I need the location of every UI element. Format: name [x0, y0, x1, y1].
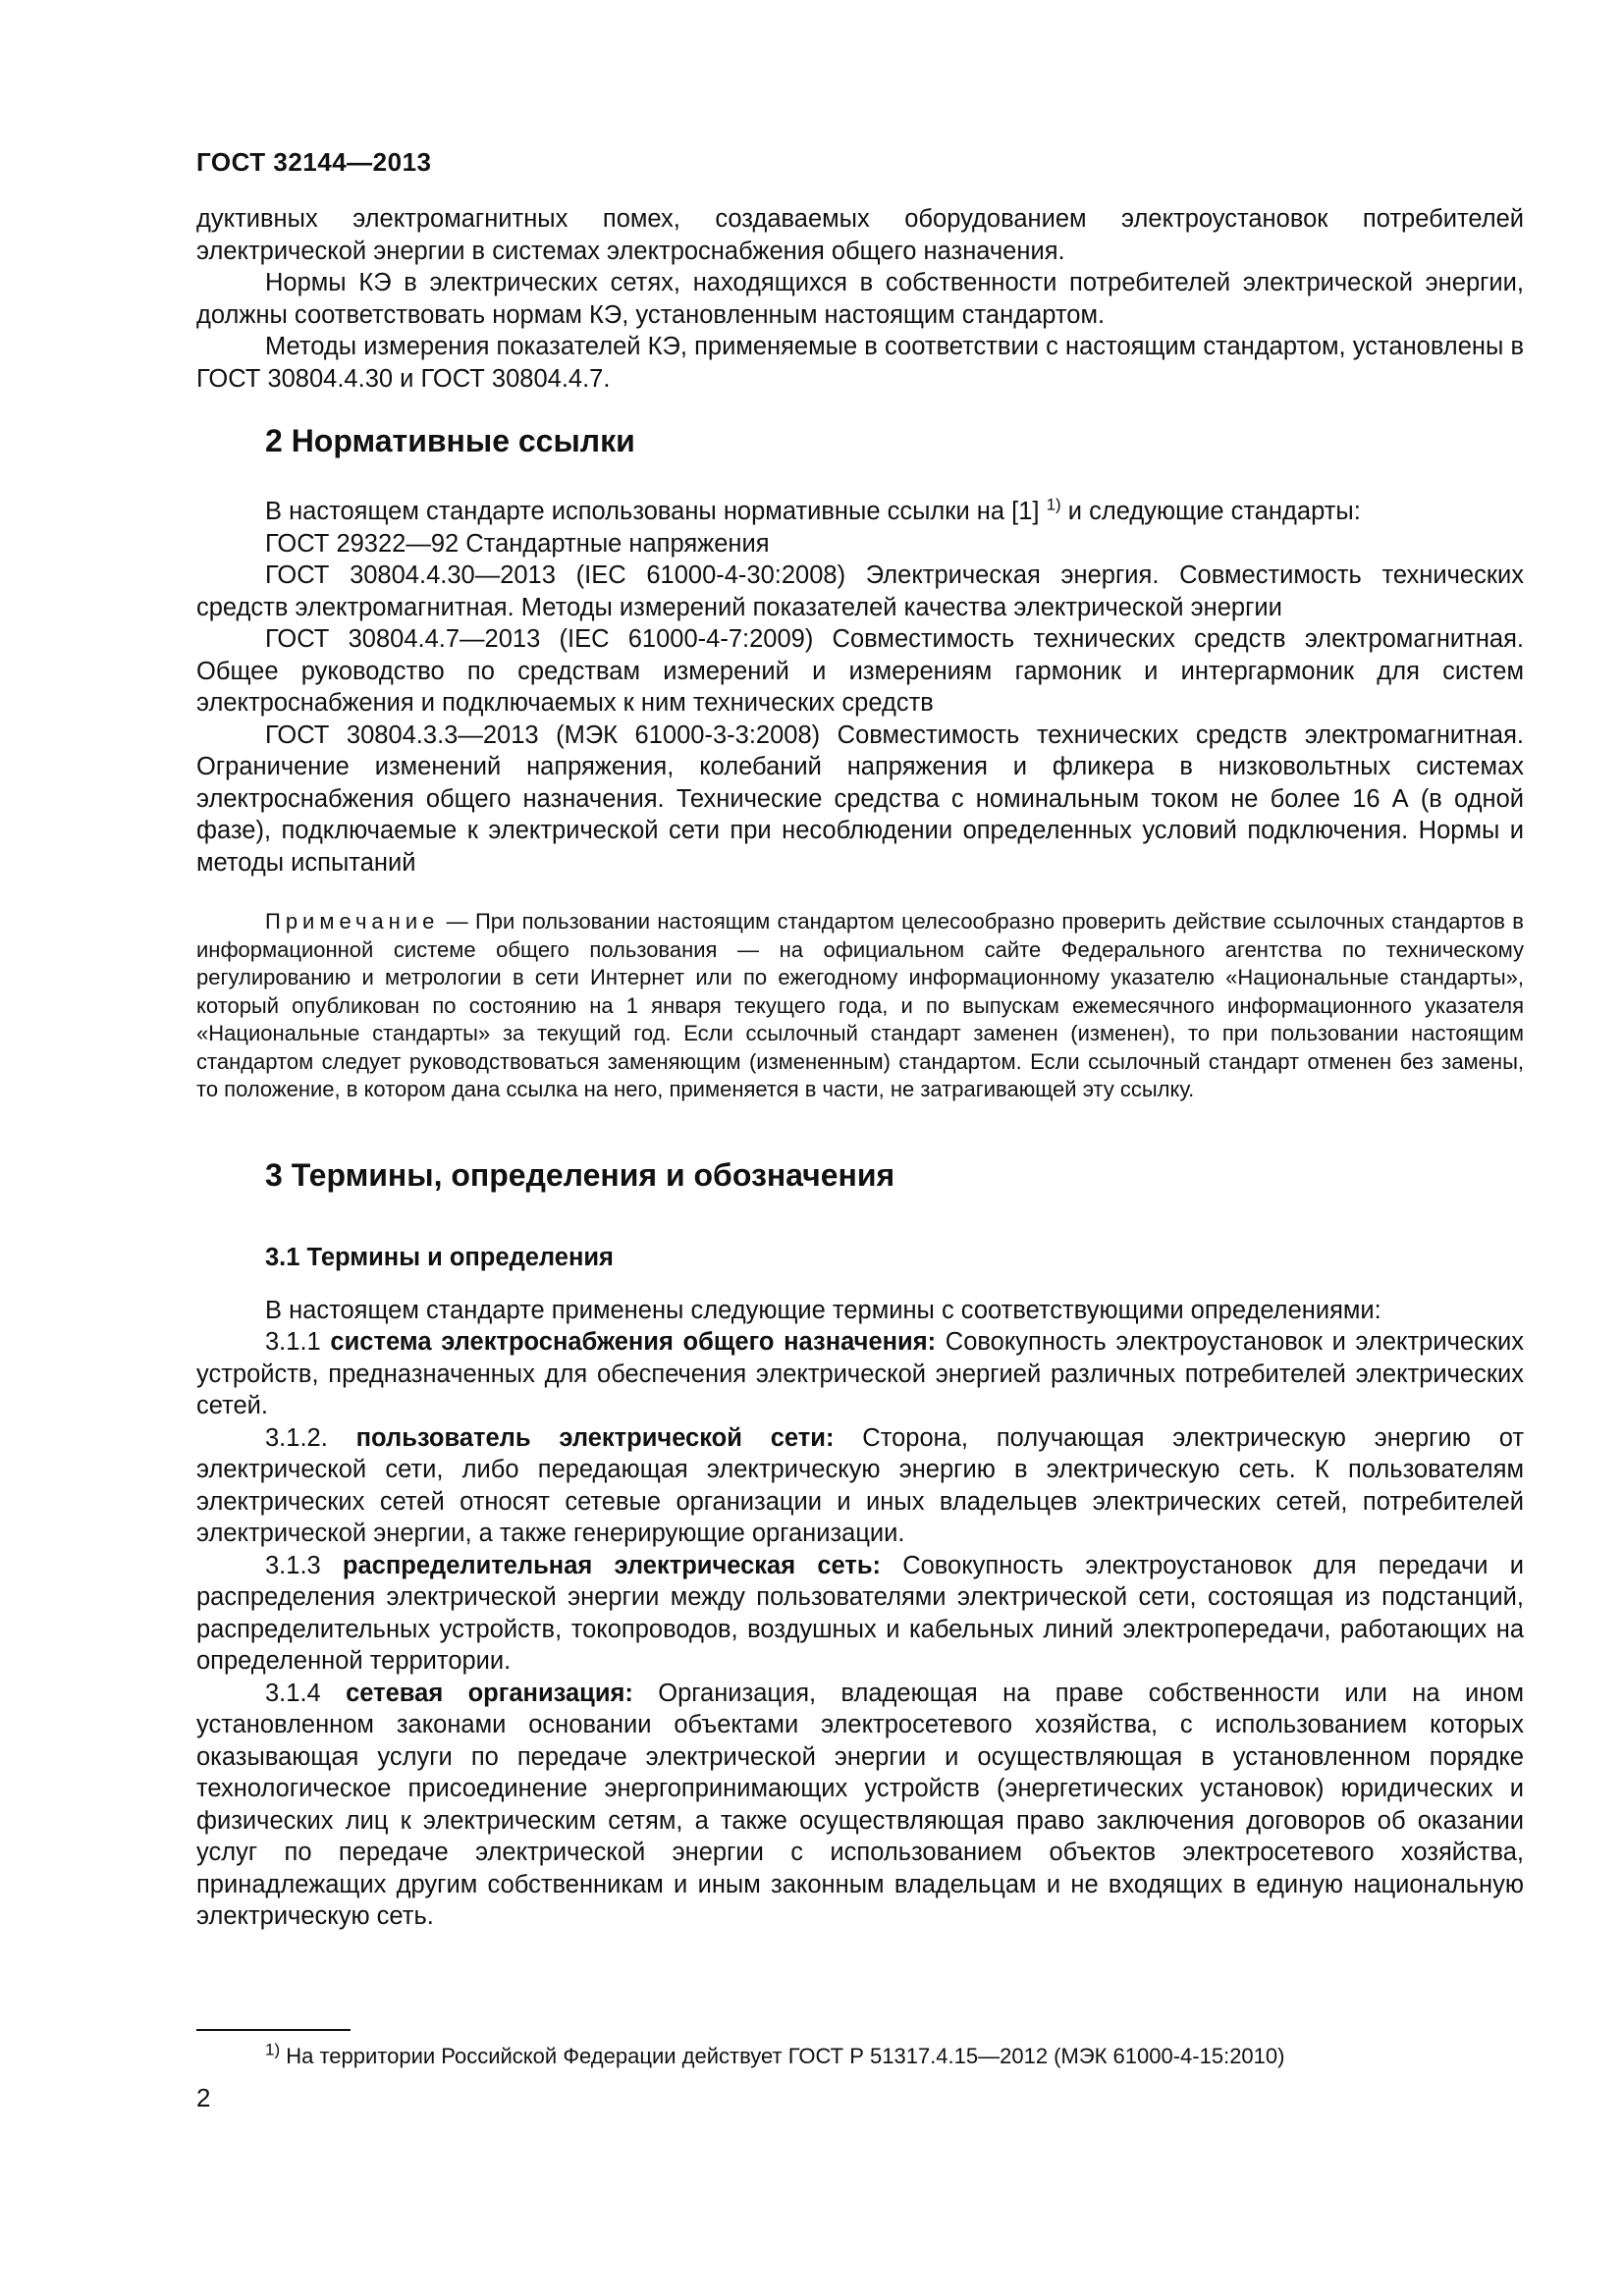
subsection-3-1-heading: 3.1 Термины и определения	[265, 1243, 614, 1271]
footnote-divider	[196, 2029, 351, 2031]
term-name: сетевая организация:	[346, 1679, 633, 1707]
intro-paragraph-3: Методы измерения показателей КЭ, применяемые в соответствии с настоящим стандартом, установлены в ГОСТ 30804.4.30 и ГОСТ 30804.4.7.	[196, 333, 1524, 393]
term-number: 3.1.3	[265, 1551, 343, 1579]
term-definition	[196, 1326, 1524, 1422]
term-name: пользователь электрической сети:	[355, 1423, 835, 1452]
section-2-intro-before: В настоящем стандарте использованы нормативные ссылки на [1]	[265, 498, 1047, 525]
term-text: Сторона, получающая электрическую энергию от электрической сети, либо передающая электрическую энергию в электрическую сеть. К пользователям электрических сетей относят сетевые организации и иных владельцев электрических сетей, потребителей электрической энергии, а также генерирующие организации.	[196, 1423, 1524, 1547]
term-definition	[196, 1550, 1524, 1678]
reference-item: ГОСТ 29322—92 Стандартные напряжения	[265, 529, 770, 558]
intro-paragraph-1: дуктивных электромагнитных помех, создаваемых оборудованием электроустановок потребителей электрической энергии в системах электроснабжения общего назначения.	[196, 205, 1524, 265]
term-definition	[196, 1678, 1524, 1933]
reference-item: ГОСТ 30804.4.30—2013 (IEC 61000-4-30:2008) Электрическая энергия. Совместимость технических средств электромагнитная. Методы измерений показателей качества электрической энергии	[196, 561, 1524, 621]
footnote-ref-marker: 1)	[1046, 495, 1061, 514]
term-name: система электроснабжения общего назначения:	[330, 1328, 937, 1356]
note-paragraph	[196, 908, 1524, 1104]
term-number: 3.1.4	[265, 1679, 347, 1707]
term-text: Совокупность электроустановок для передачи и распределения электрической энергии между пользователями электрической сети, состоящая из подстанций, распределительных устройств, токопроводов, воздушных и кабельных линий электропередачи, работающих на определенной территории.	[196, 1551, 1524, 1675]
term-text: Организация, владеющая на праве собственности или на ином установленном законами основании объектами электросетевого хозяйства, с использованием которых оказывающая услуги по передаче электрической энергии и осуществляющая в установленном порядке технологическое присоединение энергопринимающих устройств (энергетических установок) юридических и физических лиц к электрическим сетям, а также осуществляющая право заключения договоров об оказании услуг по передаче электрической энергии с использованием объектов электросетевого хозяйства, принадлежащих другим собственникам и иным законным владельцам и не входящих в единую национальную электрическую сеть.	[196, 1679, 1524, 1930]
term-name: распределительная электрическая сеть:	[342, 1551, 881, 1579]
section-3-heading: 3 Термины, определения и обозначения	[265, 1156, 895, 1193]
section-2-intro	[196, 496, 1524, 528]
term-definition	[196, 1422, 1524, 1550]
term-number: 3.1.1	[265, 1328, 331, 1356]
term-text: Совокупность электроустановок и электрических устройств, предназначенных для обеспечения электрической энергией различных потребителей электрических сетей.	[196, 1328, 1524, 1419]
section-2-heading: 2 Нормативные ссылки	[265, 423, 635, 458]
footnote-text: На территории Российской Федерации действует ГОСТ Р 51317.4.15—2012 (МЭК 61000-4-15:2010)	[280, 2044, 1285, 2068]
page-number: 2	[196, 2083, 211, 2112]
term-number: 3.1.2.	[265, 1423, 356, 1452]
note-text: — При пользовании настоящим стандартом целесообразно проверить действие ссылочных стандартов в информационной системе общего пользования — на официальном сайте Федерального агентства по техническому регулированию и метрологии в сети Интернет или по ежегодному информационному указателю «Национальные стандарты», который опубликован по состоянию на 1 января текущего года, и по выпускам ежемесячного информационного указателя «Национальные стандарты» за текущий год. Если ссылочный стандарт заменен (изменен), то при пользовании настоящим стандартом следует руководствоваться заменяющим (измененным) стандартом. Если ссылочный стандарт отменен без замены, то положение, в котором дана ссылка на него, применяется в части, не затрагивающей эту ссылку.	[196, 909, 1524, 1101]
reference-item: ГОСТ 30804.4.7—2013 (IEC 61000-4-7:2009) Совместимость технических средств электромагнитная. Общее руководство по средствам измерений и измерениям гармоник и интергармоник для систем электроснабжения и подключаемых к ним технических средств	[196, 625, 1524, 717]
document-header: ГОСТ 32144—2013	[196, 147, 432, 177]
page-content	[196, 203, 1524, 1933]
note-label: Примечание	[265, 909, 440, 934]
section-2-intro-after: и следующие стандарты:	[1060, 498, 1361, 525]
intro-paragraph-2: Нормы КЭ в электрических сетях, находящихся в собственности потребителей электрической энергии, должны соответствовать нормам КЭ, установленным настоящим стандартом.	[196, 269, 1524, 329]
section-3-intro: В настоящем стандарте применены следующие термины с соответствующими определениями:	[265, 1296, 1381, 1324]
reference-item: ГОСТ 30804.3.3—2013 (МЭК 61000-3-3:2008) Совместимость технических средств электромагнитная. Ограничение изменений напряжения, колебаний напряжения и фликера в низковольтных системах электроснабжения общего назначения. Технические средства с номинальным током не более 16 А (в одной фазе), подключаемые к электрической сети при несоблюдении определенных условий подключения. Нормы и методы испытаний	[196, 721, 1524, 877]
footnote-marker: 1)	[265, 2040, 281, 2059]
footnote	[265, 2042, 1284, 2071]
